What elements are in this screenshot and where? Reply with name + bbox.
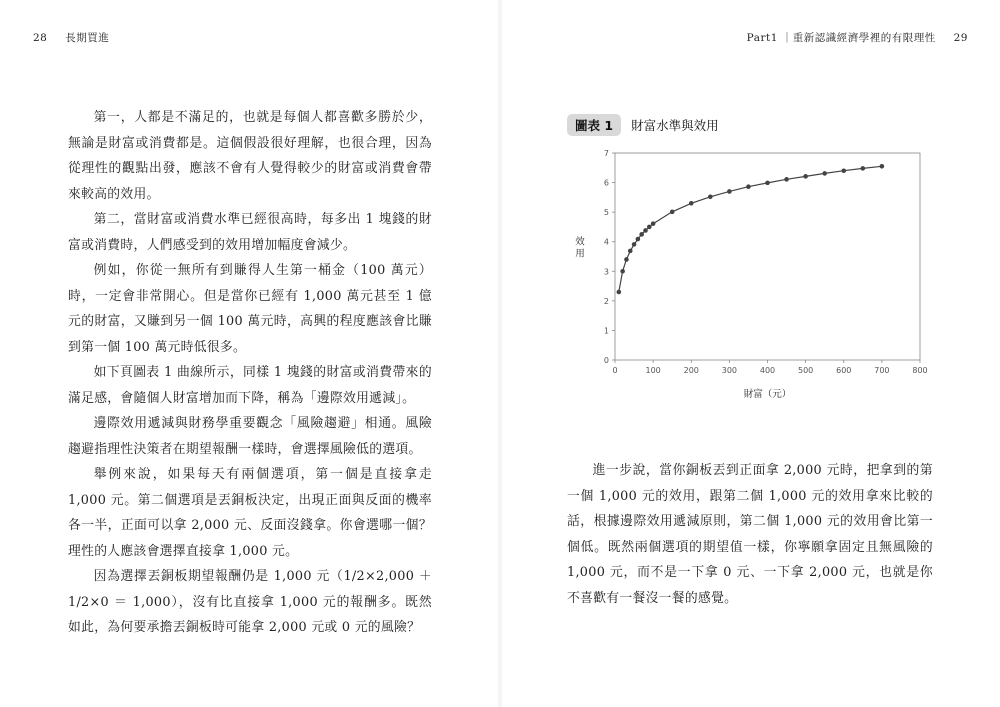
x-tick-label: 0 [612,366,618,375]
figure-title: 財富水準與效用 [631,118,719,133]
data-point [841,168,846,173]
left-paragraph: 第二，當財富或消費水準已經很高時，每多出 1 塊錢的財富或消費時，人們感受到的效用增加幅度會減少。 [68,212,432,253]
data-point [803,174,808,179]
x-tick-label: 100 [645,366,661,375]
y-tick-label: 4 [603,237,609,247]
data-point [636,237,641,242]
data-point [620,269,625,274]
left-paragraph: 因為選擇丟銅板期望報酬仍是 1,000 元（1/2×2,000 ＋ 1/2×0 ＝ 1,000），沒有比直接拿 1,000 元的報酬多。既然如此，為何要承擔丟銅板時可能拿 2,000 元或 0 元的風險？ [68,569,432,635]
left-page-number: 28 [33,32,48,44]
data-point [689,201,694,206]
left-paragraph: 如下頁圖表 1 曲線所示，同樣 1 塊錢的財富或消費帶來的滿足感，會隨個人財富增加而下降，稱為「邊際效用遞減」。 [68,365,432,406]
y-tick-label: 7 [603,149,609,158]
data-point [861,166,866,171]
data-point [784,177,789,182]
left-body-text [68,105,432,641]
data-point [651,221,656,226]
figure-header [567,114,719,136]
data-point [624,257,629,262]
y-tick-label: 0 [603,356,609,365]
right-running-head [747,30,968,45]
data-point [643,228,648,233]
utility-chart [560,145,940,405]
data-point [727,189,732,194]
x-tick-label: 400 [759,366,776,375]
y-tick-label: 6 [603,178,609,188]
x-tick-label: 500 [797,366,814,375]
x-tick-label: 800 [912,366,928,375]
utility-curve [619,166,882,292]
figure-badge: 圖表 1 [567,114,621,136]
left-paragraph: 例如，你從一無所有到賺得人生第一桶金（100 萬元）時，一定會非常開心。但是當你已經有 1,000 萬元甚至 1 億元的財富，又賺到另一個 100 萬元時，高興的程度應該會比賺到第一個 100 萬元時低很多。 [68,263,432,355]
y-tick-label: 1 [603,326,609,336]
left-paragraph: 舉例來說，如果每天有兩個選項，第一個是直接拿走 1,000 元。第二個選項是丟銅板決定，出現正面與反面的機率各一半，正面可以拿 2,000 元、反面沒錢拿。你會選哪一個？理性的人應該會選擇直接拿 1,000 元。 [68,467,432,559]
data-point [639,232,644,237]
y-tick-label: 3 [603,267,609,277]
left-paragraph: 邊際效用遞減與財務學重要觀念「風險趨避」相通。風險趨避指理性決策者在期望報酬一樣時，會選擇風險低的選項。 [68,416,432,457]
right-paragraph: 進一步說，當你銅板丟到正面拿 2,000 元時，把拿到的第一個 1,000 元的效用，跟第二個 1,000 元的效用拿來比較的話，根據邊際效用遞減原則，第二個 1,000 元的效用會比第一個低。既然兩個選項的期望值一樣，你寧願拿固定且無風險的 1,000 元，而不是一下拿 0 元、一下拿 2,000 元，也就是你不喜歡有一餐沒一餐的感覺。 [567,463,933,606]
x-tick-label: 300 [721,366,738,375]
x-tick-label: 700 [874,366,890,375]
y-tick-label: 2 [603,296,609,306]
left-running-head [33,30,109,45]
data-point [632,242,637,247]
data-point [880,164,885,169]
data-point [765,181,770,186]
data-point [647,225,652,230]
data-point [617,290,622,295]
right-running-title: Part1 ｜重新認識經濟學裡的有限理性 [746,32,936,44]
left-paragraph: 第一，人都是不滿足的，也就是每個人都喜歡多勝於少，無論是財富或消費都是。這個假設很好理解，也很合理，因為從理性的觀點出發，應該不會有人覺得較少的財富或消費會帶來較高的效用。 [68,110,432,202]
x-tick-label: 200 [683,366,699,375]
y-axis-label: 效用 [575,236,585,260]
x-axis-label: 財富（元） [743,389,792,400]
data-point [670,210,675,215]
data-point [746,184,751,189]
data-point [822,171,827,176]
right-page-number: 29 [953,32,968,44]
data-point [708,194,713,199]
y-tick-label: 5 [603,208,609,218]
right-body-text [567,458,933,611]
left-running-title: 長期買進 [65,32,110,44]
x-tick-label: 600 [836,366,852,375]
data-point [628,249,633,254]
